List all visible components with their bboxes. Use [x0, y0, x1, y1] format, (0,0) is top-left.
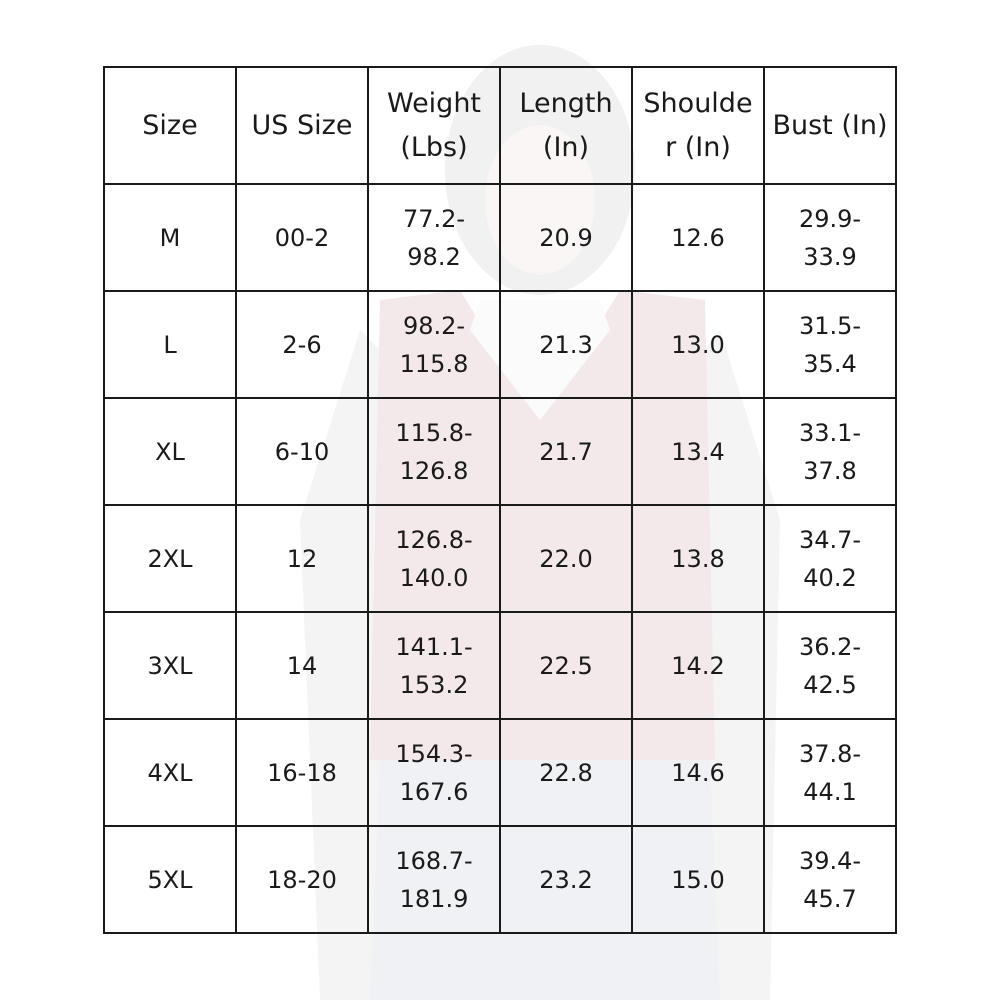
- cell-shoulder: 15.0: [632, 826, 764, 933]
- cell-shoulder: 14.2: [632, 612, 764, 719]
- cell-length: 23.2: [500, 826, 632, 933]
- cell-length: 21.7: [500, 398, 632, 505]
- table-row: [104, 719, 896, 826]
- table-row: [104, 612, 896, 719]
- cell-us-size: 16-18: [236, 719, 368, 826]
- cell-bust: 31.5- 35.4: [764, 291, 896, 398]
- cell-shoulder: 14.6: [632, 719, 764, 826]
- cell-size: 5XL: [104, 826, 236, 933]
- cell-length: 22.8: [500, 719, 632, 826]
- table-row: [104, 291, 896, 398]
- cell-us-size: 14: [236, 612, 368, 719]
- header-bust: Bust (In): [764, 67, 896, 184]
- header-shoulder: Shoulde r (In): [632, 67, 764, 184]
- cell-weight: 77.2- 98.2: [368, 184, 500, 291]
- cell-shoulder: 12.6: [632, 184, 764, 291]
- cell-bust: 29.9- 33.9: [764, 184, 896, 291]
- cell-bust: 39.4- 45.7: [764, 826, 896, 933]
- cell-bust: 34.7- 40.2: [764, 505, 896, 612]
- cell-bust: 37.8- 44.1: [764, 719, 896, 826]
- cell-size: 2XL: [104, 505, 236, 612]
- cell-bust: 36.2- 42.5: [764, 612, 896, 719]
- cell-shoulder: 13.4: [632, 398, 764, 505]
- table-row: [104, 505, 896, 612]
- cell-length: 22.5: [500, 612, 632, 719]
- cell-length: 20.9: [500, 184, 632, 291]
- table-row: [104, 398, 896, 505]
- cell-us-size: 12: [236, 505, 368, 612]
- cell-us-size: 6-10: [236, 398, 368, 505]
- table-row: [104, 826, 896, 933]
- cell-us-size: 2-6: [236, 291, 368, 398]
- cell-us-size: 00-2: [236, 184, 368, 291]
- cell-weight: 154.3- 167.6: [368, 719, 500, 826]
- header-length: Length (In): [500, 67, 632, 184]
- cell-size: 4XL: [104, 719, 236, 826]
- cell-size: XL: [104, 398, 236, 505]
- cell-us-size: 18-20: [236, 826, 368, 933]
- cell-size: L: [104, 291, 236, 398]
- cell-length: 21.3: [500, 291, 632, 398]
- table-row: [104, 184, 896, 291]
- cell-weight: 115.8- 126.8: [368, 398, 500, 505]
- header-weight: Weight (Lbs): [368, 67, 500, 184]
- cell-shoulder: 13.0: [632, 291, 764, 398]
- cell-weight: 141.1- 153.2: [368, 612, 500, 719]
- cell-weight: 168.7- 181.9: [368, 826, 500, 933]
- cell-size: M: [104, 184, 236, 291]
- cell-length: 22.0: [500, 505, 632, 612]
- table-header-row: [104, 67, 896, 184]
- cell-weight: 126.8- 140.0: [368, 505, 500, 612]
- header-us-size: US Size: [236, 67, 368, 184]
- cell-shoulder: 13.8: [632, 505, 764, 612]
- cell-weight: 98.2- 115.8: [368, 291, 500, 398]
- cell-bust: 33.1- 37.8: [764, 398, 896, 505]
- header-size: Size: [104, 67, 236, 184]
- size-chart-table: [103, 66, 897, 934]
- cell-size: 3XL: [104, 612, 236, 719]
